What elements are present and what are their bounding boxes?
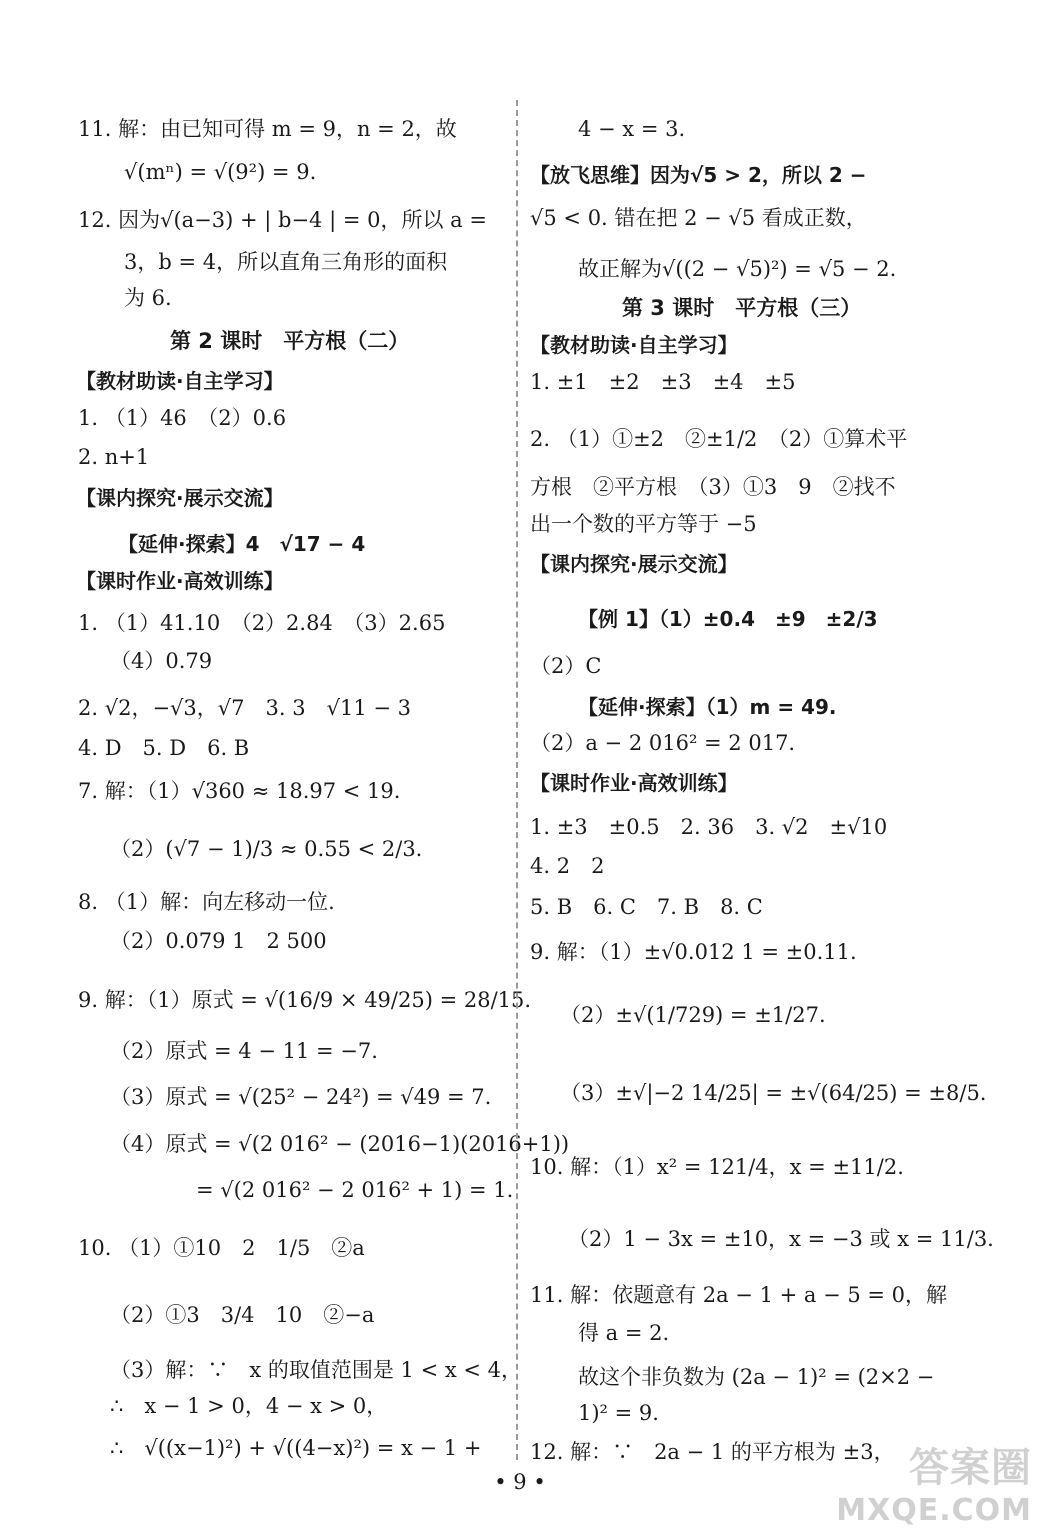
text-line: （3）原式 = √(25² − 24²) = √49 = 7. (110, 1085, 492, 1109)
text-line: 得 a = 2. (578, 1321, 670, 1345)
section-heading: 【放飞思维】因为√5 > 2，所以 2 − (530, 163, 867, 187)
text-line: 9. 解：（1）原式 = √(16/9 × 49/25) = 28/15. (78, 988, 532, 1012)
text-line: （3）解：∵ x 的取值范围是 1 < x < 4， (110, 1358, 523, 1382)
text-line: 11. 解：由已知可得 m = 9，n = 2，故 (78, 117, 457, 141)
text-line: 4. 2 2 (530, 854, 605, 878)
watermark (836, 1436, 1032, 1528)
text-line: 7. 解：（1）√360 ≈ 18.97 < 19. (78, 779, 401, 803)
text-line: （3）±√|−2 14/25| = ±√(64/25) = ±8/5. (560, 1081, 987, 1105)
text-line: （2）(√7 − 1)/3 ≈ 0.55 < 2/3. (110, 837, 423, 861)
text-line: 9. 解：（1）±√0.012 1 = ±0.11. (530, 940, 857, 964)
text-line: （4）0.79 (110, 649, 213, 673)
section-title: 第 2 课时 平方根（二） (170, 329, 410, 353)
text-line: 故这个非负数为 (2a − 1)² = (2×2 − (578, 1365, 935, 1389)
text-line: 为 6. (124, 286, 172, 310)
text-line: 8. （1）解：向左移动一位. (78, 890, 335, 914)
section-heading: 【教材助读·自主学习】 (76, 369, 284, 393)
text-line: √5 < 0. 错在把 2 − √5 看成正数， (530, 206, 867, 230)
text-line: （2）C (530, 654, 602, 678)
text-line: （2）原式 = 4 − 11 = −7. (110, 1039, 378, 1063)
column-divider (516, 100, 518, 1460)
text-line: 10. （1）①10 2 1/5 ②a (78, 1236, 365, 1260)
text-line: 12. 因为√(a−3) + | b−4 | = 0，所以 a = (78, 208, 487, 232)
text-line: （2）0.079 1 2 500 (110, 929, 327, 953)
section-heading: 【教材助读·自主学习】 (530, 333, 738, 357)
watermark-bottom: MXQE.COM (836, 1493, 1032, 1528)
section-heading: 【例 1】（1）±0.4 ±9 ±2/3 (578, 607, 878, 631)
text-line: 4. D 5. D 6. B (78, 736, 250, 760)
text-line: 2. √2，−√3，√7 3. 3 √11 − 3 (78, 696, 412, 720)
text-line: = √(2 016² − 2 016² + 1) = 1. (196, 1178, 514, 1202)
text-line: 出一个数的平方等于 −5 (530, 512, 757, 536)
text-line: 1. （1）46 （2）0.6 (78, 406, 287, 430)
section-heading: 【课时作业·高效训练】 (76, 569, 284, 593)
text-line: 3，b = 4，所以直角三角形的面积 (124, 250, 448, 274)
text-line: （2）a − 2 016² = 2 017. (530, 731, 796, 755)
text-line: 5. B 6. C 7. B 8. C (530, 895, 763, 919)
text-line: 1. ±1 ±2 ±3 ±4 ±5 (530, 370, 796, 394)
text-line: 1. （1）41.10 （2）2.84 （3）2.65 (78, 611, 446, 635)
text-line: 4 − x = 3. (578, 117, 686, 141)
section-heading: 【课内探究·展示交流】 (530, 552, 738, 576)
text-line: ∴ x − 1 > 0，4 − x > 0， (110, 1394, 388, 1418)
text-line: 1. ±3 ±0.5 2. 36 3. √2 ±√10 (530, 815, 888, 839)
text-line: 2. n+1 (78, 445, 150, 469)
text-line: 方根 ②平方根 （3）①3 9 ②找不 (530, 475, 896, 499)
text-line: √(mⁿ) = √(9²) = 9. (124, 160, 317, 184)
text-line: 1)² = 9. (578, 1401, 659, 1425)
text-line: （2）①3 3/4 10 ②−a (110, 1303, 375, 1327)
text-line: 10. 解：（1）x² = 121/4，x = ±11/2. (530, 1155, 904, 1179)
section-title: 第 3 课时 平方根（三） (622, 296, 862, 320)
section-heading: 【延伸·探索】4 √17 − 4 (118, 532, 366, 556)
section-heading: 【延伸·探索】（1）m = 49. (578, 695, 837, 719)
watermark-top: 答案圈 (909, 1445, 1032, 1491)
text-line: 11. 解：依题意有 2a − 1 + a − 5 = 0，解 (530, 1283, 948, 1307)
text-line: （2）1 − 3x = ±10，x = −3 或 x = 11/3. (568, 1227, 994, 1251)
text-line: 2. （1）①±2 ②±1/2 （2）①算术平 (530, 427, 908, 451)
section-heading: 【课时作业·高效训练】 (530, 771, 738, 795)
text-line: 故正解为√((2 − √5)²) = √5 − 2. (578, 257, 897, 281)
text-line: ∴ √((x−1)²) + √((4−x)²) = x − 1 + (110, 1436, 482, 1460)
text-line: 12. 解：∵ 2a − 1 的平方根为 ±3， (530, 1440, 895, 1464)
section-heading: 【课内探究·展示交流】 (76, 486, 284, 510)
text-line: （2）±√(1/729) = ±1/27. (560, 1003, 826, 1027)
text-line: （4）原式 = √(2 016² − (2016−1)(2016+1)) (110, 1132, 570, 1156)
page-number: • 9 • (494, 1470, 546, 1494)
